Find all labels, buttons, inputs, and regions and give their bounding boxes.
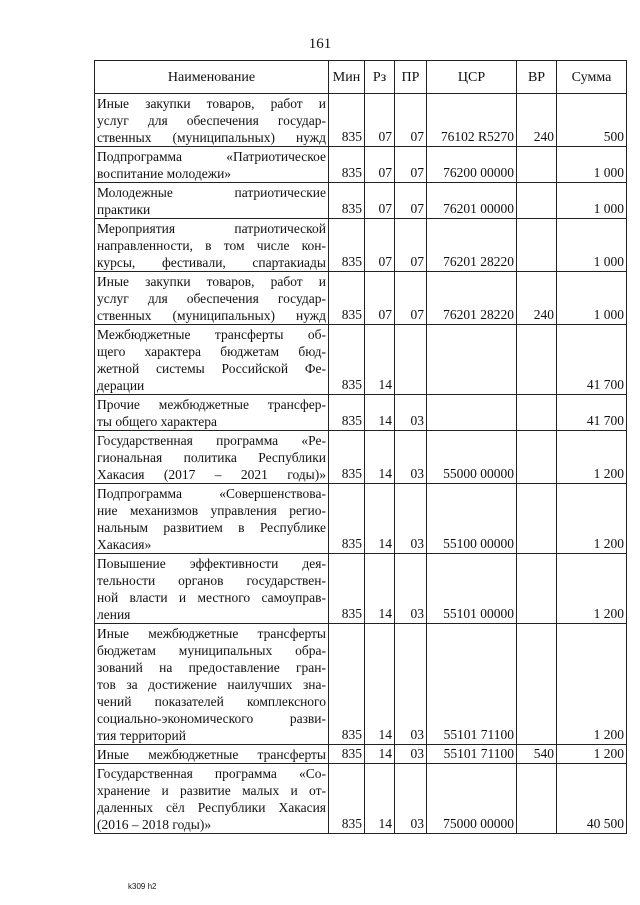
row-vr: 540 bbox=[517, 745, 557, 764]
row-min: 835 bbox=[329, 147, 365, 183]
row-sum: 1 000 bbox=[557, 272, 627, 325]
table-row bbox=[95, 484, 627, 554]
row-name-line: ственных (муниципальных) нужд bbox=[97, 130, 326, 145]
row-csr bbox=[427, 395, 517, 431]
row-name bbox=[95, 325, 329, 395]
row-name bbox=[95, 147, 329, 183]
row-name-line: Повышение эффективности дея- bbox=[97, 556, 326, 571]
header-rz: Рз bbox=[365, 61, 395, 94]
row-min: 835 bbox=[329, 272, 365, 325]
row-csr: 55101 71100 bbox=[427, 745, 517, 764]
row-name-line: курсы, фестивали, спартакиады bbox=[97, 255, 326, 270]
row-sum: 40 500 bbox=[557, 764, 627, 834]
row-sum: 1 000 bbox=[557, 183, 627, 219]
row-pr: 07 bbox=[395, 94, 427, 147]
row-sum: 1 200 bbox=[557, 431, 627, 484]
row-pr: 07 bbox=[395, 147, 427, 183]
row-rz: 14 bbox=[365, 325, 395, 395]
row-pr: 03 bbox=[395, 395, 427, 431]
row-name bbox=[95, 624, 329, 745]
header-row bbox=[95, 61, 627, 94]
row-csr: 55000 00000 bbox=[427, 431, 517, 484]
row-pr: 03 bbox=[395, 745, 427, 764]
row-min: 835 bbox=[329, 219, 365, 272]
row-name-line: Прочие межбюджетные трансфер- bbox=[97, 397, 326, 412]
row-name-line: Хакасия (2017 – 2021 годы)» bbox=[97, 467, 326, 482]
row-rz: 14 bbox=[365, 554, 395, 624]
row-rz: 07 bbox=[365, 272, 395, 325]
footer-code: k309 h2 bbox=[128, 882, 157, 891]
row-vr bbox=[517, 554, 557, 624]
row-csr: 76102 R5270 bbox=[427, 94, 517, 147]
row-pr: 03 bbox=[395, 554, 427, 624]
row-min: 835 bbox=[329, 183, 365, 219]
row-name bbox=[95, 94, 329, 147]
row-csr: 55101 00000 bbox=[427, 554, 517, 624]
row-name bbox=[95, 554, 329, 624]
budget-table bbox=[94, 60, 627, 834]
row-vr bbox=[517, 147, 557, 183]
row-min: 835 bbox=[329, 325, 365, 395]
row-pr: 07 bbox=[395, 219, 427, 272]
table-row bbox=[95, 219, 627, 272]
row-name-line: хранение и развитие малых и от- bbox=[97, 783, 326, 798]
table-row bbox=[95, 554, 627, 624]
row-name-line: (2016 – 2018 годы)» bbox=[97, 817, 212, 832]
row-rz: 07 bbox=[365, 219, 395, 272]
row-vr bbox=[517, 431, 557, 484]
row-name-line: практики bbox=[97, 202, 151, 217]
table-row bbox=[95, 395, 627, 431]
row-name-line: воспитание молодежи» bbox=[97, 166, 232, 181]
row-name-line: тов за достижение наилучших зна- bbox=[97, 677, 326, 692]
row-name-line: услуг для обеспечения государ- bbox=[97, 113, 326, 128]
row-name-line: Хакасия» bbox=[97, 537, 152, 552]
row-name bbox=[95, 183, 329, 219]
row-name-line: Государственная программа «Со- bbox=[97, 766, 326, 781]
header-pr: ПР bbox=[395, 61, 427, 94]
row-csr bbox=[427, 325, 517, 395]
row-name-line: гиональная политика Республики bbox=[97, 450, 326, 465]
row-name-line: ственных (муниципальных) нужд bbox=[97, 308, 326, 323]
row-min: 835 bbox=[329, 624, 365, 745]
row-min: 835 bbox=[329, 94, 365, 147]
row-name bbox=[95, 219, 329, 272]
row-vr bbox=[517, 764, 557, 834]
row-rz: 14 bbox=[365, 764, 395, 834]
row-name-line: ты общего характера bbox=[97, 414, 217, 429]
row-vr bbox=[517, 183, 557, 219]
row-min: 835 bbox=[329, 431, 365, 484]
table-row bbox=[95, 431, 627, 484]
row-name-line: даленных сёл Республики Хакасия bbox=[97, 800, 326, 815]
row-name-line: Подпрограмма «Патриотическое bbox=[97, 149, 326, 164]
header-vr: ВР bbox=[517, 61, 557, 94]
row-pr: 03 bbox=[395, 624, 427, 745]
row-name-line: Подпрограмма «Совершенствова- bbox=[97, 486, 326, 501]
row-csr: 55101 71100 bbox=[427, 624, 517, 745]
row-sum: 1 000 bbox=[557, 219, 627, 272]
row-name-line: социально-экономического разви- bbox=[97, 711, 326, 726]
row-vr bbox=[517, 624, 557, 745]
row-name-line: Иные межбюджетные трансферты bbox=[97, 747, 326, 762]
row-min: 835 bbox=[329, 395, 365, 431]
row-sum: 1 200 bbox=[557, 745, 627, 764]
row-name-line: щего характера бюджетам бюд- bbox=[97, 344, 326, 359]
table-body bbox=[95, 94, 627, 834]
table-row bbox=[95, 147, 627, 183]
row-name-line: Межбюджетные трансферты об- bbox=[97, 327, 326, 342]
row-name-line: дерации bbox=[97, 378, 145, 393]
table-row bbox=[95, 94, 627, 147]
row-vr bbox=[517, 325, 557, 395]
row-name bbox=[95, 272, 329, 325]
row-rz: 07 bbox=[365, 94, 395, 147]
row-name-line: ние механизмов управления регио- bbox=[97, 503, 326, 518]
row-rz: 14 bbox=[365, 395, 395, 431]
row-name-line: Иные закупки товаров, работ и bbox=[97, 96, 326, 111]
row-vr bbox=[517, 219, 557, 272]
row-rz: 14 bbox=[365, 745, 395, 764]
row-vr: 240 bbox=[517, 94, 557, 147]
row-name-line: Государственная программа «Ре- bbox=[97, 433, 326, 448]
row-name-line: жетной системы Российской Фе- bbox=[97, 361, 326, 376]
page-number: 161 bbox=[308, 36, 332, 52]
row-name-line: тельности органов государствен- bbox=[97, 573, 326, 588]
row-pr: 07 bbox=[395, 272, 427, 325]
table-row bbox=[95, 183, 627, 219]
row-rz: 07 bbox=[365, 147, 395, 183]
row-min: 835 bbox=[329, 764, 365, 834]
row-min: 835 bbox=[329, 745, 365, 764]
row-name-line: Иные межбюджетные трансферты bbox=[97, 626, 326, 641]
table-row bbox=[95, 325, 627, 395]
row-name-line: нальным развитием в Республике bbox=[97, 520, 326, 535]
header-min: Мин bbox=[329, 61, 365, 94]
row-sum: 1 000 bbox=[557, 147, 627, 183]
row-csr: 76200 00000 bbox=[427, 147, 517, 183]
row-sum: 1 200 bbox=[557, 554, 627, 624]
row-name-line: бюджетам муниципальных обра- bbox=[97, 643, 326, 658]
row-csr: 76201 28220 bbox=[427, 219, 517, 272]
row-csr: 76201 00000 bbox=[427, 183, 517, 219]
row-csr: 76201 28220 bbox=[427, 272, 517, 325]
row-name-line: Мероприятия патриотической bbox=[97, 221, 326, 236]
row-sum: 41 700 bbox=[557, 325, 627, 395]
row-sum: 1 200 bbox=[557, 624, 627, 745]
table-row bbox=[95, 745, 627, 764]
table-row bbox=[95, 764, 627, 834]
header-name: Наименование bbox=[95, 61, 329, 94]
row-name-line: ления bbox=[97, 607, 131, 622]
row-name bbox=[95, 395, 329, 431]
row-name-line: направленности, в том числе кон- bbox=[97, 238, 326, 253]
row-sum: 1 200 bbox=[557, 484, 627, 554]
row-csr: 75000 00000 bbox=[427, 764, 517, 834]
row-name-line: чений показателей комплексного bbox=[97, 694, 326, 709]
row-min: 835 bbox=[329, 484, 365, 554]
row-rz: 07 bbox=[365, 183, 395, 219]
header-csr: ЦСР bbox=[427, 61, 517, 94]
row-name-line: Иные закупки товаров, работ и bbox=[97, 274, 326, 289]
row-rz: 14 bbox=[365, 484, 395, 554]
row-sum: 500 bbox=[557, 94, 627, 147]
header-sum: Сумма bbox=[557, 61, 627, 94]
table-row bbox=[95, 272, 627, 325]
row-min: 835 bbox=[329, 554, 365, 624]
row-csr: 55100 00000 bbox=[427, 484, 517, 554]
row-rz: 14 bbox=[365, 431, 395, 484]
row-name bbox=[95, 745, 329, 764]
row-pr bbox=[395, 325, 427, 395]
row-sum: 41 700 bbox=[557, 395, 627, 431]
row-name bbox=[95, 484, 329, 554]
row-pr: 03 bbox=[395, 431, 427, 484]
row-name bbox=[95, 764, 329, 834]
row-pr: 03 bbox=[395, 484, 427, 554]
row-vr: 240 bbox=[517, 272, 557, 325]
row-vr bbox=[517, 395, 557, 431]
row-name-line: тия территорий bbox=[97, 728, 186, 743]
row-name-line: зований на предоставление гран- bbox=[97, 660, 326, 675]
row-name-line: Молодежные патриотические bbox=[97, 185, 326, 200]
row-pr: 03 bbox=[395, 764, 427, 834]
row-rz: 14 bbox=[365, 624, 395, 745]
row-pr: 07 bbox=[395, 183, 427, 219]
row-name bbox=[95, 431, 329, 484]
row-name-line: услуг для обеспечения государ- bbox=[97, 291, 326, 306]
table-row bbox=[95, 624, 627, 745]
row-name-line: ной власти и местного самоуправ- bbox=[97, 590, 326, 605]
row-vr bbox=[517, 484, 557, 554]
